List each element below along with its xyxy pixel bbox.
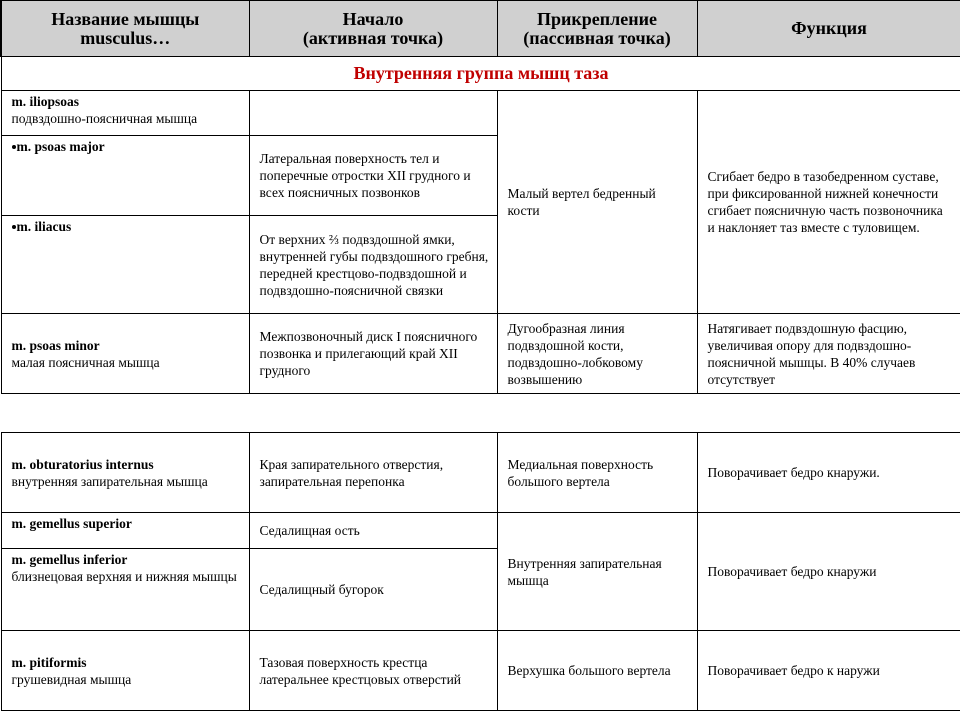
muscle-name-psoas-major xyxy=(1,136,249,216)
russian-name: малая поясничная мышца xyxy=(11,354,160,370)
muscle-name-gemellus-inferior xyxy=(1,549,249,631)
latin-name: m. pitiformis xyxy=(11,654,87,670)
header-name-line1: Название мышцы xyxy=(51,8,200,29)
russian-name: грушевидная мышца xyxy=(11,671,132,687)
russian-name: близнецовая верхняя и нижняя мышцы xyxy=(11,569,237,584)
russian-name: подвздошно-поясничная мышца xyxy=(11,111,198,126)
header-name xyxy=(1,1,249,57)
muscle-name-psoas-minor xyxy=(1,314,249,394)
origin-pitiformis: Тазовая поверхность крестца латеральнее крестцовых отверстий xyxy=(249,631,497,711)
header-insertion-line2: (пассивная точка) xyxy=(523,27,671,48)
spacer-cell xyxy=(1,394,960,433)
header-insertion xyxy=(497,1,697,57)
latin-name: m. iliacus xyxy=(16,219,72,234)
muscle-name-gemellus-superior xyxy=(1,513,249,549)
header-insertion-line1: Прикрепление xyxy=(537,8,657,29)
origin-psoas-minor: Межпозвоночный диск I поясничного позвонка и прилегающий край XII грудного xyxy=(249,314,497,394)
table-row-pitiformis xyxy=(1,631,960,711)
origin-gemellus-superior: Седалищная ость xyxy=(249,513,497,549)
function-pitiformis: Поворачивает бедро к наружи xyxy=(697,631,960,711)
table-row-psoas-minor xyxy=(1,314,960,394)
table-row-iliopsoas xyxy=(1,91,960,136)
bullet-icon xyxy=(12,225,16,229)
latin-name: m. gemellus superior xyxy=(11,516,132,531)
insertion-obturatorius-internus: Медиальная поверхность большого вертела xyxy=(497,433,697,513)
table-row-obturatorius-internus xyxy=(1,433,960,513)
function-psoas-minor: Натягивает подвздошную фасцию, увеличивая опору для подвздошно-поясничной мышцы. В 40% случаев отсутствует xyxy=(697,314,960,394)
insertion-psoas-minor: Дугообразная линия подвздошной кости, подвздошно-лобковому возвышению xyxy=(497,314,697,394)
origin-psoas-major: Латеральная поверхность тел и поперечные отростки XII грудного и всех поясничных позвонков xyxy=(249,136,497,216)
latin-name: m. obturatorius internus xyxy=(11,456,154,472)
origin-iliacus: От верхних ⅔ подвздошной ямки, внутренней губы подвздошного гребня, передней крестцово-подвздошной и подвздошно-поясничной связки xyxy=(249,216,497,314)
latin-name: m. psoas minor xyxy=(11,337,100,353)
insertion-pitiformis: Верхушка большого вертела xyxy=(497,631,697,711)
header-origin-line1: Начало xyxy=(342,8,404,29)
header-function xyxy=(697,1,960,57)
header-name-line2: musculus… xyxy=(80,27,171,48)
header-row xyxy=(1,1,960,57)
group-title: Внутренняя группа мышц таза xyxy=(1,57,960,91)
function-obturatorius-internus: Поворачивает бедро кнаружи. xyxy=(697,433,960,513)
bullet-icon xyxy=(12,145,16,149)
header-origin-line2: (активная точка) xyxy=(302,27,444,48)
function-iliopsoas: Сгибает бедро в тазобедренном суставе, при фиксированной нижней конечности сгибает поясничную часть позвоночника и наклоняет таз вместе с туловищем. xyxy=(697,91,960,314)
muscle-name-iliopsoas xyxy=(1,91,249,136)
muscle-name-pitiformis xyxy=(1,631,249,711)
table-row-gemellus-superior xyxy=(1,513,960,549)
header-origin xyxy=(249,1,497,57)
origin-cell-empty xyxy=(249,91,497,136)
origin-obturatorius-internus: Края запирательного отверстия, запирательная перепонка xyxy=(249,433,497,513)
latin-name: m. iliopsoas xyxy=(11,94,80,109)
insertion-gemellus: Внутренняя запирательная мышца xyxy=(497,513,697,631)
origin-gemellus-inferior: Седалищный бугорок xyxy=(249,549,497,631)
function-gemellus: Поворачивает бедро кнаружи xyxy=(697,513,960,631)
spacer-row xyxy=(1,394,960,433)
insertion-iliopsoas: Малый вертел бедренный кости xyxy=(497,91,697,314)
russian-name: внутренняя запирательная мышца xyxy=(11,473,208,489)
muscle-name-iliacus xyxy=(1,216,249,314)
muscle-name-obturatorius-internus xyxy=(1,433,249,513)
latin-name: m. gemellus inferior xyxy=(11,552,128,567)
group-row xyxy=(1,57,960,91)
latin-name: m. psoas major xyxy=(16,139,105,154)
header-function-label: Функция xyxy=(791,18,867,38)
